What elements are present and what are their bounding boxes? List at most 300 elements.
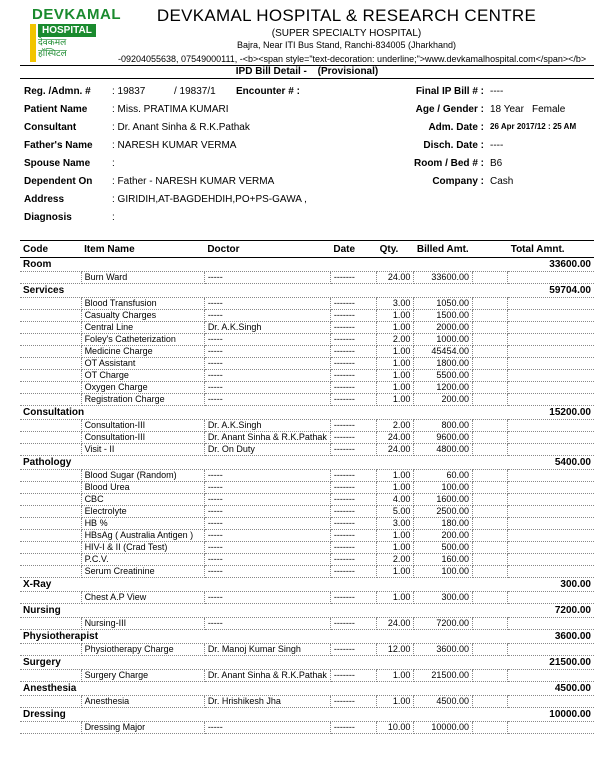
code-cell: [20, 494, 81, 506]
date-cell: -------: [330, 518, 376, 530]
total-cell: [508, 554, 594, 566]
code-cell: [20, 518, 81, 530]
qty-cell: 1.00: [377, 310, 414, 322]
code-cell: [20, 298, 81, 310]
doctor-cell: -----: [204, 542, 330, 554]
date-cell: -------: [330, 358, 376, 370]
doctor-cell: -----: [204, 482, 330, 494]
total-cell: [508, 382, 594, 394]
category-total: 4500.00: [508, 682, 594, 696]
total-cell: [508, 482, 594, 494]
address-value: : GIRIDIH,AT-BAGDEHDIH,PO+PS-GAWA ,: [112, 194, 307, 205]
table-row: [20, 334, 594, 346]
total-cell: [508, 592, 594, 604]
doctor-cell: -----: [204, 470, 330, 482]
date-cell: -------: [330, 530, 376, 542]
doctor-cell: Dr. Manoj Kumar Singh: [204, 644, 330, 656]
code-cell: [20, 470, 81, 482]
total-cell: [508, 298, 594, 310]
spacer-cell: [472, 470, 507, 482]
billed-amt-cell: 4500.00: [414, 696, 473, 708]
item-name-cell: Electrolyte: [81, 506, 204, 518]
spacer-cell: [472, 272, 507, 284]
billed-amt-cell: 100.00: [414, 566, 473, 578]
father-name-value: : NARESH KUMAR VERMA: [112, 140, 237, 151]
qty-cell: 1.00: [377, 370, 414, 382]
total-cell: [508, 542, 594, 554]
company-label: Company :: [432, 176, 484, 187]
reg-value: : 19837: [112, 86, 146, 97]
spacer-cell: [472, 334, 507, 346]
date-cell: -------: [330, 334, 376, 346]
table-row: [20, 722, 594, 734]
item-name-cell: Anesthesia: [81, 696, 204, 708]
doctor-cell: -----: [204, 722, 330, 734]
code-cell: [20, 542, 81, 554]
category-row: [20, 406, 594, 420]
qty-cell: 1.00: [377, 542, 414, 554]
category-total: 3600.00: [508, 630, 594, 644]
billed-amt-cell: 200.00: [414, 394, 473, 406]
category-name: Pathology: [20, 456, 508, 470]
qty-cell: 1.00: [377, 358, 414, 370]
reg-label: Reg. /Admn. #: [24, 86, 91, 97]
table-row: [20, 530, 594, 542]
doctor-cell: -----: [204, 370, 330, 382]
billed-amt-cell: 300.00: [414, 592, 473, 604]
qty-cell: 10.00: [377, 722, 414, 734]
table-row: [20, 592, 594, 604]
item-name-cell: Surgery Charge: [81, 670, 204, 682]
billed-amt-cell: 9600.00: [414, 432, 473, 444]
code-cell: [20, 432, 81, 444]
category-row: [20, 656, 594, 670]
hospital-subtitle: (SUPER SPECIALTY HOSPITAL): [271, 28, 422, 39]
spacer-cell: [472, 444, 507, 456]
bill-status: (Provisional): [317, 66, 379, 77]
code-cell: [20, 506, 81, 518]
item-name-cell: OT Assistant: [81, 358, 204, 370]
category-row: [20, 708, 594, 722]
total-cell: [508, 566, 594, 578]
qty-cell: 5.00: [377, 506, 414, 518]
date-cell: -------: [330, 444, 376, 456]
category-row: [20, 578, 594, 592]
category-row: [20, 258, 594, 272]
item-name-cell: CBC: [81, 494, 204, 506]
info-row-dependent: [24, 176, 594, 194]
info-row-spouse: [24, 158, 594, 176]
item-name-cell: OT Charge: [81, 370, 204, 382]
total-cell: [508, 644, 594, 656]
code-cell: [20, 272, 81, 284]
category-name: Nursing: [20, 604, 508, 618]
spacer-cell: [472, 506, 507, 518]
encounter-label: Encounter # :: [236, 86, 300, 97]
table-row: [20, 542, 594, 554]
date-cell: -------: [330, 420, 376, 432]
item-name-cell: Consultation-III: [81, 432, 204, 444]
date-cell: -------: [330, 394, 376, 406]
total-cell: [508, 394, 594, 406]
address-label: Address: [24, 194, 65, 205]
disch-date-label: Disch. Date :: [423, 140, 484, 151]
qty-cell: 1.00: [377, 530, 414, 542]
hospital-address: Bajra, Near ITI Bus Stand, Ranchi-834005 (Jharkhand): [236, 40, 457, 50]
logo-line-1: DEVKAMAL: [32, 6, 121, 23]
table-row: [20, 482, 594, 494]
date-cell: -------: [330, 382, 376, 394]
item-name-cell: Registration Charge: [81, 394, 204, 406]
billed-amt-cell: 1800.00: [414, 358, 473, 370]
category-total: 59704.00: [508, 284, 594, 298]
category-row: [20, 682, 594, 696]
billed-amt-cell: 60.00: [414, 470, 473, 482]
table-row: [20, 494, 594, 506]
category-total: 7200.00: [508, 604, 594, 618]
table-row: [20, 566, 594, 578]
hospital-name: DEVKAMAL HOSPITAL & RESEARCH CENTRE: [156, 6, 537, 25]
code-cell: [20, 370, 81, 382]
date-cell: -------: [330, 494, 376, 506]
category-row: [20, 456, 594, 470]
spacer-cell: [472, 420, 507, 432]
table-row: [20, 696, 594, 708]
table-row: [20, 506, 594, 518]
doctor-cell: -----: [204, 618, 330, 630]
date-cell: -------: [330, 310, 376, 322]
category-name: Anesthesia: [20, 682, 508, 696]
billed-amt-cell: 2000.00: [414, 322, 473, 334]
spacer-cell: [472, 346, 507, 358]
disch-date-value: ----: [490, 140, 504, 151]
doctor-cell: Dr. Anant Sinha & R.K.Pathak: [204, 432, 330, 444]
spacer-cell: [472, 518, 507, 530]
category-name: Surgery: [20, 656, 508, 670]
qty-cell: 4.00: [377, 494, 414, 506]
total-cell: [508, 494, 594, 506]
item-name-cell: Medicine Charge: [81, 346, 204, 358]
info-row-diagnosis: [24, 212, 594, 226]
table-row: [20, 382, 594, 394]
date-cell: -------: [330, 470, 376, 482]
table-header-row: [20, 241, 594, 258]
date-cell: -------: [330, 696, 376, 708]
billed-amt-cell: 5500.00: [414, 370, 473, 382]
col-item-name: Item Name: [81, 241, 204, 258]
billed-amt-cell: 1600.00: [414, 494, 473, 506]
item-name-cell: Foley's Catheterization: [81, 334, 204, 346]
final-ip-label: Final IP Bill # :: [415, 86, 484, 97]
spacer-cell: [472, 370, 507, 382]
patient-name-value: : Miss. PRATIMA KUMARI: [112, 104, 229, 115]
item-name-cell: P.C.V.: [81, 554, 204, 566]
category-name: Physiotherapist: [20, 630, 508, 644]
total-cell: [508, 420, 594, 432]
adm-date-value: 26 Apr 2017/12 : 25 AM: [490, 122, 577, 131]
diagnosis-label: Diagnosis: [24, 212, 72, 223]
code-cell: [20, 322, 81, 334]
logo-line-2: HOSPITAL: [38, 24, 96, 37]
date-cell: -------: [330, 322, 376, 334]
qty-cell: 1.00: [377, 592, 414, 604]
table-row: [20, 322, 594, 334]
date-cell: -------: [330, 298, 376, 310]
table-row: [20, 618, 594, 630]
item-name-cell: Nursing-III: [81, 618, 204, 630]
category-row: [20, 630, 594, 644]
spacer-cell: [472, 482, 507, 494]
qty-cell: 1.00: [377, 322, 414, 334]
code-cell: [20, 346, 81, 358]
qty-cell: 1.00: [377, 670, 414, 682]
table-row: [20, 444, 594, 456]
doctor-cell: -----: [204, 382, 330, 394]
table-row: [20, 394, 594, 406]
logo-line-3: देवकमल: [38, 38, 67, 48]
col-doctor: Doctor: [204, 241, 330, 258]
qty-cell: 1.00: [377, 482, 414, 494]
age-value: 18 Year: [490, 104, 524, 115]
billed-amt-cell: 21500.00: [414, 670, 473, 682]
table-row: [20, 644, 594, 656]
doctor-cell: -----: [204, 494, 330, 506]
age-gender-label: Age / Gender :: [415, 104, 484, 115]
spacer-cell: [472, 618, 507, 630]
qty-cell: 12.00: [377, 644, 414, 656]
date-cell: -------: [330, 722, 376, 734]
doctor-cell: -----: [204, 592, 330, 604]
code-cell: [20, 310, 81, 322]
item-name-cell: Serum Creatinine: [81, 566, 204, 578]
total-cell: [508, 310, 594, 322]
info-row-address: [24, 194, 594, 212]
table-row: [20, 420, 594, 432]
info-row-father: [24, 140, 594, 158]
item-name-cell: HBsAg ( Australia Antigen ): [81, 530, 204, 542]
doctor-cell: -----: [204, 530, 330, 542]
spacer-cell: [472, 592, 507, 604]
total-cell: [508, 370, 594, 382]
spacer-cell: [472, 530, 507, 542]
spacer-cell: [472, 554, 507, 566]
total-cell: [508, 696, 594, 708]
code-cell: [20, 444, 81, 456]
item-name-cell: HIV-I & II (Crad Test): [81, 542, 204, 554]
table-row: [20, 346, 594, 358]
item-name-cell: Physiotherapy Charge: [81, 644, 204, 656]
billed-amt-cell: 160.00: [414, 554, 473, 566]
qty-cell: 2.00: [377, 420, 414, 432]
doctor-cell: -----: [204, 334, 330, 346]
qty-cell: 3.00: [377, 518, 414, 530]
billed-amt-cell: 100.00: [414, 482, 473, 494]
doctor-cell: -----: [204, 506, 330, 518]
spacer-cell: [472, 394, 507, 406]
final-ip-value: ----: [490, 86, 504, 97]
admn-value: / 19837/1: [174, 86, 216, 97]
date-cell: -------: [330, 670, 376, 682]
date-cell: -------: [330, 482, 376, 494]
doctor-cell: -----: [204, 358, 330, 370]
item-name-cell: HB %: [81, 518, 204, 530]
code-cell: [20, 618, 81, 630]
table-row: [20, 272, 594, 284]
date-cell: -------: [330, 644, 376, 656]
item-name-cell: Central Line: [81, 322, 204, 334]
spacer-cell: [472, 494, 507, 506]
bill-title-band: [20, 65, 594, 79]
spacer-cell: [472, 696, 507, 708]
consultant-value: : Dr. Anant Sinha & R.K.Pathak: [112, 122, 250, 133]
code-cell: [20, 482, 81, 494]
table-row: [20, 298, 594, 310]
date-cell: -------: [330, 370, 376, 382]
item-name-cell: Visit - II: [81, 444, 204, 456]
patient-info: [24, 86, 594, 226]
item-name-cell: Consultation-III: [81, 420, 204, 432]
category-name: Services: [20, 284, 508, 298]
billed-amt-cell: 180.00: [414, 518, 473, 530]
doctor-cell: -----: [204, 554, 330, 566]
father-name-label: Father's Name: [24, 140, 93, 151]
total-cell: [508, 722, 594, 734]
hospital-phone-line: -09204055638, 07549000111, -<b><span style="text-decoration: underline;">www.devkamalhospital.com</span></b>: [118, 54, 587, 64]
table-row: [20, 370, 594, 382]
billed-amt-cell: 45454.00: [414, 346, 473, 358]
billed-amt-cell: 1200.00: [414, 382, 473, 394]
category-total: 21500.00: [508, 656, 594, 670]
spacer-cell: [472, 432, 507, 444]
bill-title: IPD Bill Detail -: [235, 66, 307, 77]
spacer-cell: [472, 310, 507, 322]
qty-cell: 2.00: [377, 554, 414, 566]
qty-cell: 1.00: [377, 346, 414, 358]
doctor-cell: Dr. On Duty: [204, 444, 330, 456]
doctor-cell: -----: [204, 310, 330, 322]
code-cell: [20, 722, 81, 734]
room-bed-value: B6: [490, 158, 503, 169]
code-cell: [20, 394, 81, 406]
billed-amt-cell: 800.00: [414, 420, 473, 432]
code-cell: [20, 530, 81, 542]
code-cell: [20, 420, 81, 432]
spouse-name-value: :: [112, 158, 115, 169]
gender-value: Female: [532, 104, 566, 115]
info-row-consultant: [24, 122, 594, 140]
room-bed-label: Room / Bed # :: [413, 158, 484, 169]
dependent-value: : Father - NARESH KUMAR VERMA: [112, 176, 275, 187]
category-total: 15200.00: [508, 406, 594, 420]
qty-cell: 24.00: [377, 618, 414, 630]
item-name-cell: Blood Sugar (Random): [81, 470, 204, 482]
doctor-cell: -----: [204, 394, 330, 406]
total-cell: [508, 518, 594, 530]
category-row: [20, 284, 594, 298]
table-row: [20, 554, 594, 566]
code-cell: [20, 696, 81, 708]
code-cell: [20, 554, 81, 566]
date-cell: -------: [330, 432, 376, 444]
code-cell: [20, 644, 81, 656]
item-name-cell: Blood Urea: [81, 482, 204, 494]
billed-amt-cell: 1500.00: [414, 310, 473, 322]
table-row: [20, 358, 594, 370]
table-row: [20, 432, 594, 444]
bill-items-table: [20, 240, 594, 734]
qty-cell: 24.00: [377, 272, 414, 284]
doctor-cell: Dr. A.K.Singh: [204, 420, 330, 432]
total-cell: [508, 506, 594, 518]
total-cell: [508, 272, 594, 284]
category-name: Consultation: [20, 406, 508, 420]
spacer-cell: [472, 382, 507, 394]
doctor-cell: -----: [204, 566, 330, 578]
billed-amt-cell: 33600.00: [414, 272, 473, 284]
code-cell: [20, 592, 81, 604]
billed-amt-cell: 500.00: [414, 542, 473, 554]
col-billed-amt: Billed Amt.: [414, 241, 473, 258]
code-cell: [20, 334, 81, 346]
code-cell: [20, 566, 81, 578]
spacer-cell: [472, 644, 507, 656]
qty-cell: 24.00: [377, 444, 414, 456]
category-name: X-Ray: [20, 578, 508, 592]
info-row-name: [24, 104, 594, 122]
spacer-cell: [472, 358, 507, 370]
doctor-cell: -----: [204, 518, 330, 530]
table-row: [20, 310, 594, 322]
category-total: 300.00: [508, 578, 594, 592]
doctor-cell: Dr. Hrishikesh Jha: [204, 696, 330, 708]
qty-cell: 1.00: [377, 566, 414, 578]
dependent-label: Dependent On: [24, 176, 93, 187]
consultant-label: Consultant: [24, 122, 77, 133]
qty-cell: 3.00: [377, 298, 414, 310]
category-name: Room: [20, 258, 508, 272]
code-cell: [20, 670, 81, 682]
item-name-cell: Dressing Major: [81, 722, 204, 734]
logo-line-4: हॉस्पिटल: [38, 49, 67, 59]
category-total: 33600.00: [508, 258, 594, 272]
col-date: Date: [330, 241, 376, 258]
total-cell: [508, 432, 594, 444]
total-cell: [508, 670, 594, 682]
billed-amt-cell: 4800.00: [414, 444, 473, 456]
info-row-reg: [24, 86, 594, 104]
total-cell: [508, 334, 594, 346]
category-name: Dressing: [20, 708, 508, 722]
date-cell: -------: [330, 346, 376, 358]
date-cell: -------: [330, 566, 376, 578]
billed-amt-cell: 1050.00: [414, 298, 473, 310]
col-total-amt: Total Amnt.: [508, 241, 594, 258]
spacer-cell: [472, 670, 507, 682]
diagnosis-value: :: [112, 212, 115, 223]
table-row: [20, 518, 594, 530]
qty-cell: 24.00: [377, 432, 414, 444]
spacer-cell: [472, 298, 507, 310]
category-total: 5400.00: [508, 456, 594, 470]
billed-amt-cell: 200.00: [414, 530, 473, 542]
spouse-name-label: Spouse Name: [24, 158, 91, 169]
date-cell: -------: [330, 618, 376, 630]
spacer-cell: [472, 722, 507, 734]
doctor-cell: Dr. Anant Sinha & R.K.Pathak: [204, 670, 330, 682]
spacer-cell: [472, 322, 507, 334]
item-name-cell: Casualty Charges: [81, 310, 204, 322]
qty-cell: 1.00: [377, 470, 414, 482]
